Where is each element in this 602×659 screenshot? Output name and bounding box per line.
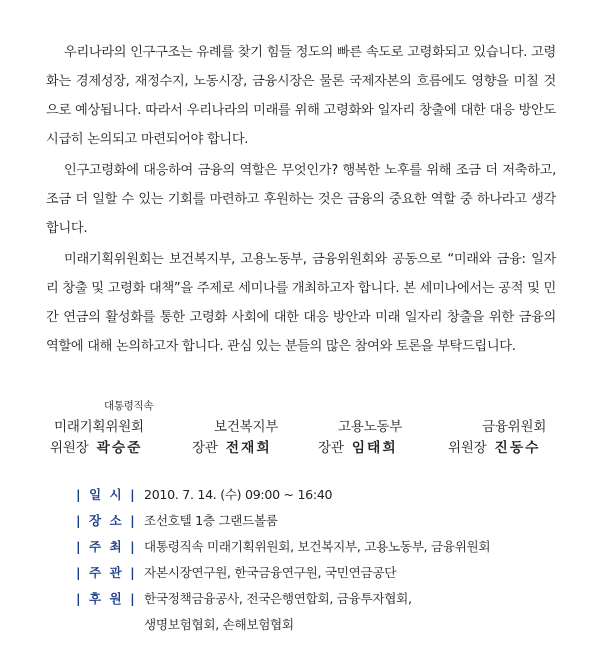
host-title: 장관: [192, 440, 218, 456]
host-name: 임태희: [351, 440, 398, 456]
date-value: 2010. 7. 14. (수) 09:00 ~ 16:40: [144, 487, 333, 502]
host-employment-labor-ministry: [318, 398, 438, 462]
intro-paragraph-2: 인구고령화에 대응하여 금융의 역할은 무엇인가? 행복한 노후를 위해 조금 더 저축하고, 조금 더 일할 수 있는 기회를 마련하고 후원하는 것은 금융의 중요한 역할 중 하나라고 생각합니다.: [46, 163, 556, 236]
host-title: 장관: [318, 440, 344, 456]
host-health-welfare-ministry: [186, 398, 306, 462]
host-title: 위원장: [50, 440, 89, 456]
detail-row-organizer: [76, 560, 556, 586]
host-representative: [318, 436, 398, 456]
place-value: 조선호텔 1층 그랜드볼룸: [144, 513, 278, 528]
host-name: 전재희: [225, 440, 272, 456]
detail-row-sponsor: [76, 586, 556, 638]
host-organization: 금융위원회: [482, 419, 547, 435]
detail-row-host: [76, 534, 556, 560]
organizer-label: | 주 관 |: [76, 565, 137, 580]
host-label: | 주 최 |: [76, 539, 137, 554]
host-name: 곽승준: [96, 440, 143, 456]
host-signatures: [46, 398, 556, 462]
sponsor-value-line-2: 생명보험협회, 손해보험협회: [144, 617, 294, 632]
host-title: 위원장: [448, 440, 487, 456]
host-affiliation: 대통령직속: [104, 400, 154, 412]
host-organization: 미래기획위원회: [54, 419, 144, 435]
host-organization: 보건복지부: [214, 419, 279, 435]
detail-row-place: [76, 508, 556, 534]
date-label: | 일 시 |: [76, 487, 137, 502]
host-representative: [192, 436, 272, 456]
sponsor-value-line-1: 한국정책금융공사, 전국은행연합회, 금융투자협회,: [144, 591, 412, 606]
event-details: [76, 482, 556, 638]
host-representative: [50, 436, 143, 456]
organizer-value: 자본시장연구원, 한국금융연구원, 국민연금공단: [144, 565, 397, 580]
host-value: 대통령직속 미래기획위원회, 보건복지부, 고용노동부, 금융위원회: [144, 539, 491, 554]
detail-row-date: [76, 482, 556, 508]
place-label: | 장 소 |: [76, 513, 137, 528]
sponsor-value: [144, 586, 556, 638]
sponsor-label: | 후 원 |: [76, 591, 137, 606]
host-future-planning-committee: [46, 398, 176, 462]
host-organization: 고용노동부: [338, 419, 403, 435]
invitation-message: [46, 38, 556, 363]
host-name: 진동수: [494, 440, 541, 456]
intro-paragraph-1: 우리나라의 인구구조는 유례를 찾기 힘들 정도의 빠른 속도로 고령화되고 있습니다. 고령화는 경제성장, 재정수지, 노동시장, 금융시장은 물론 국제자본의 흐름에도 영향을 미칠 것으로 예상됩니다. 따라서 우리나라의 미래를 위해 고령화와 일자리 창출에 대한 대응 방안도 시급히 논의되고 마련되어야 합니다.: [46, 45, 556, 147]
host-representative: [448, 436, 541, 456]
host-financial-services-commission: [446, 398, 556, 462]
intro-paragraph-3: 미래기획위원회는 보건복지부, 고용노동부, 금융위원회와 공동으로 “미래와 금융: 일자리 창출 및 고령화 대책”을 주제로 세미나를 개최하고자 합니다. 본 세미나에서는 공적 및 민간 연금의 활성화를 통한 고령화 사회에 대한 대응 방안과 미래 일자리 창출을 위한 금융의 역할에 대해 논의하고자 합니다. 관심 있는 분들의 많은 참여와 토론을 부탁드립니다.: [46, 252, 556, 354]
